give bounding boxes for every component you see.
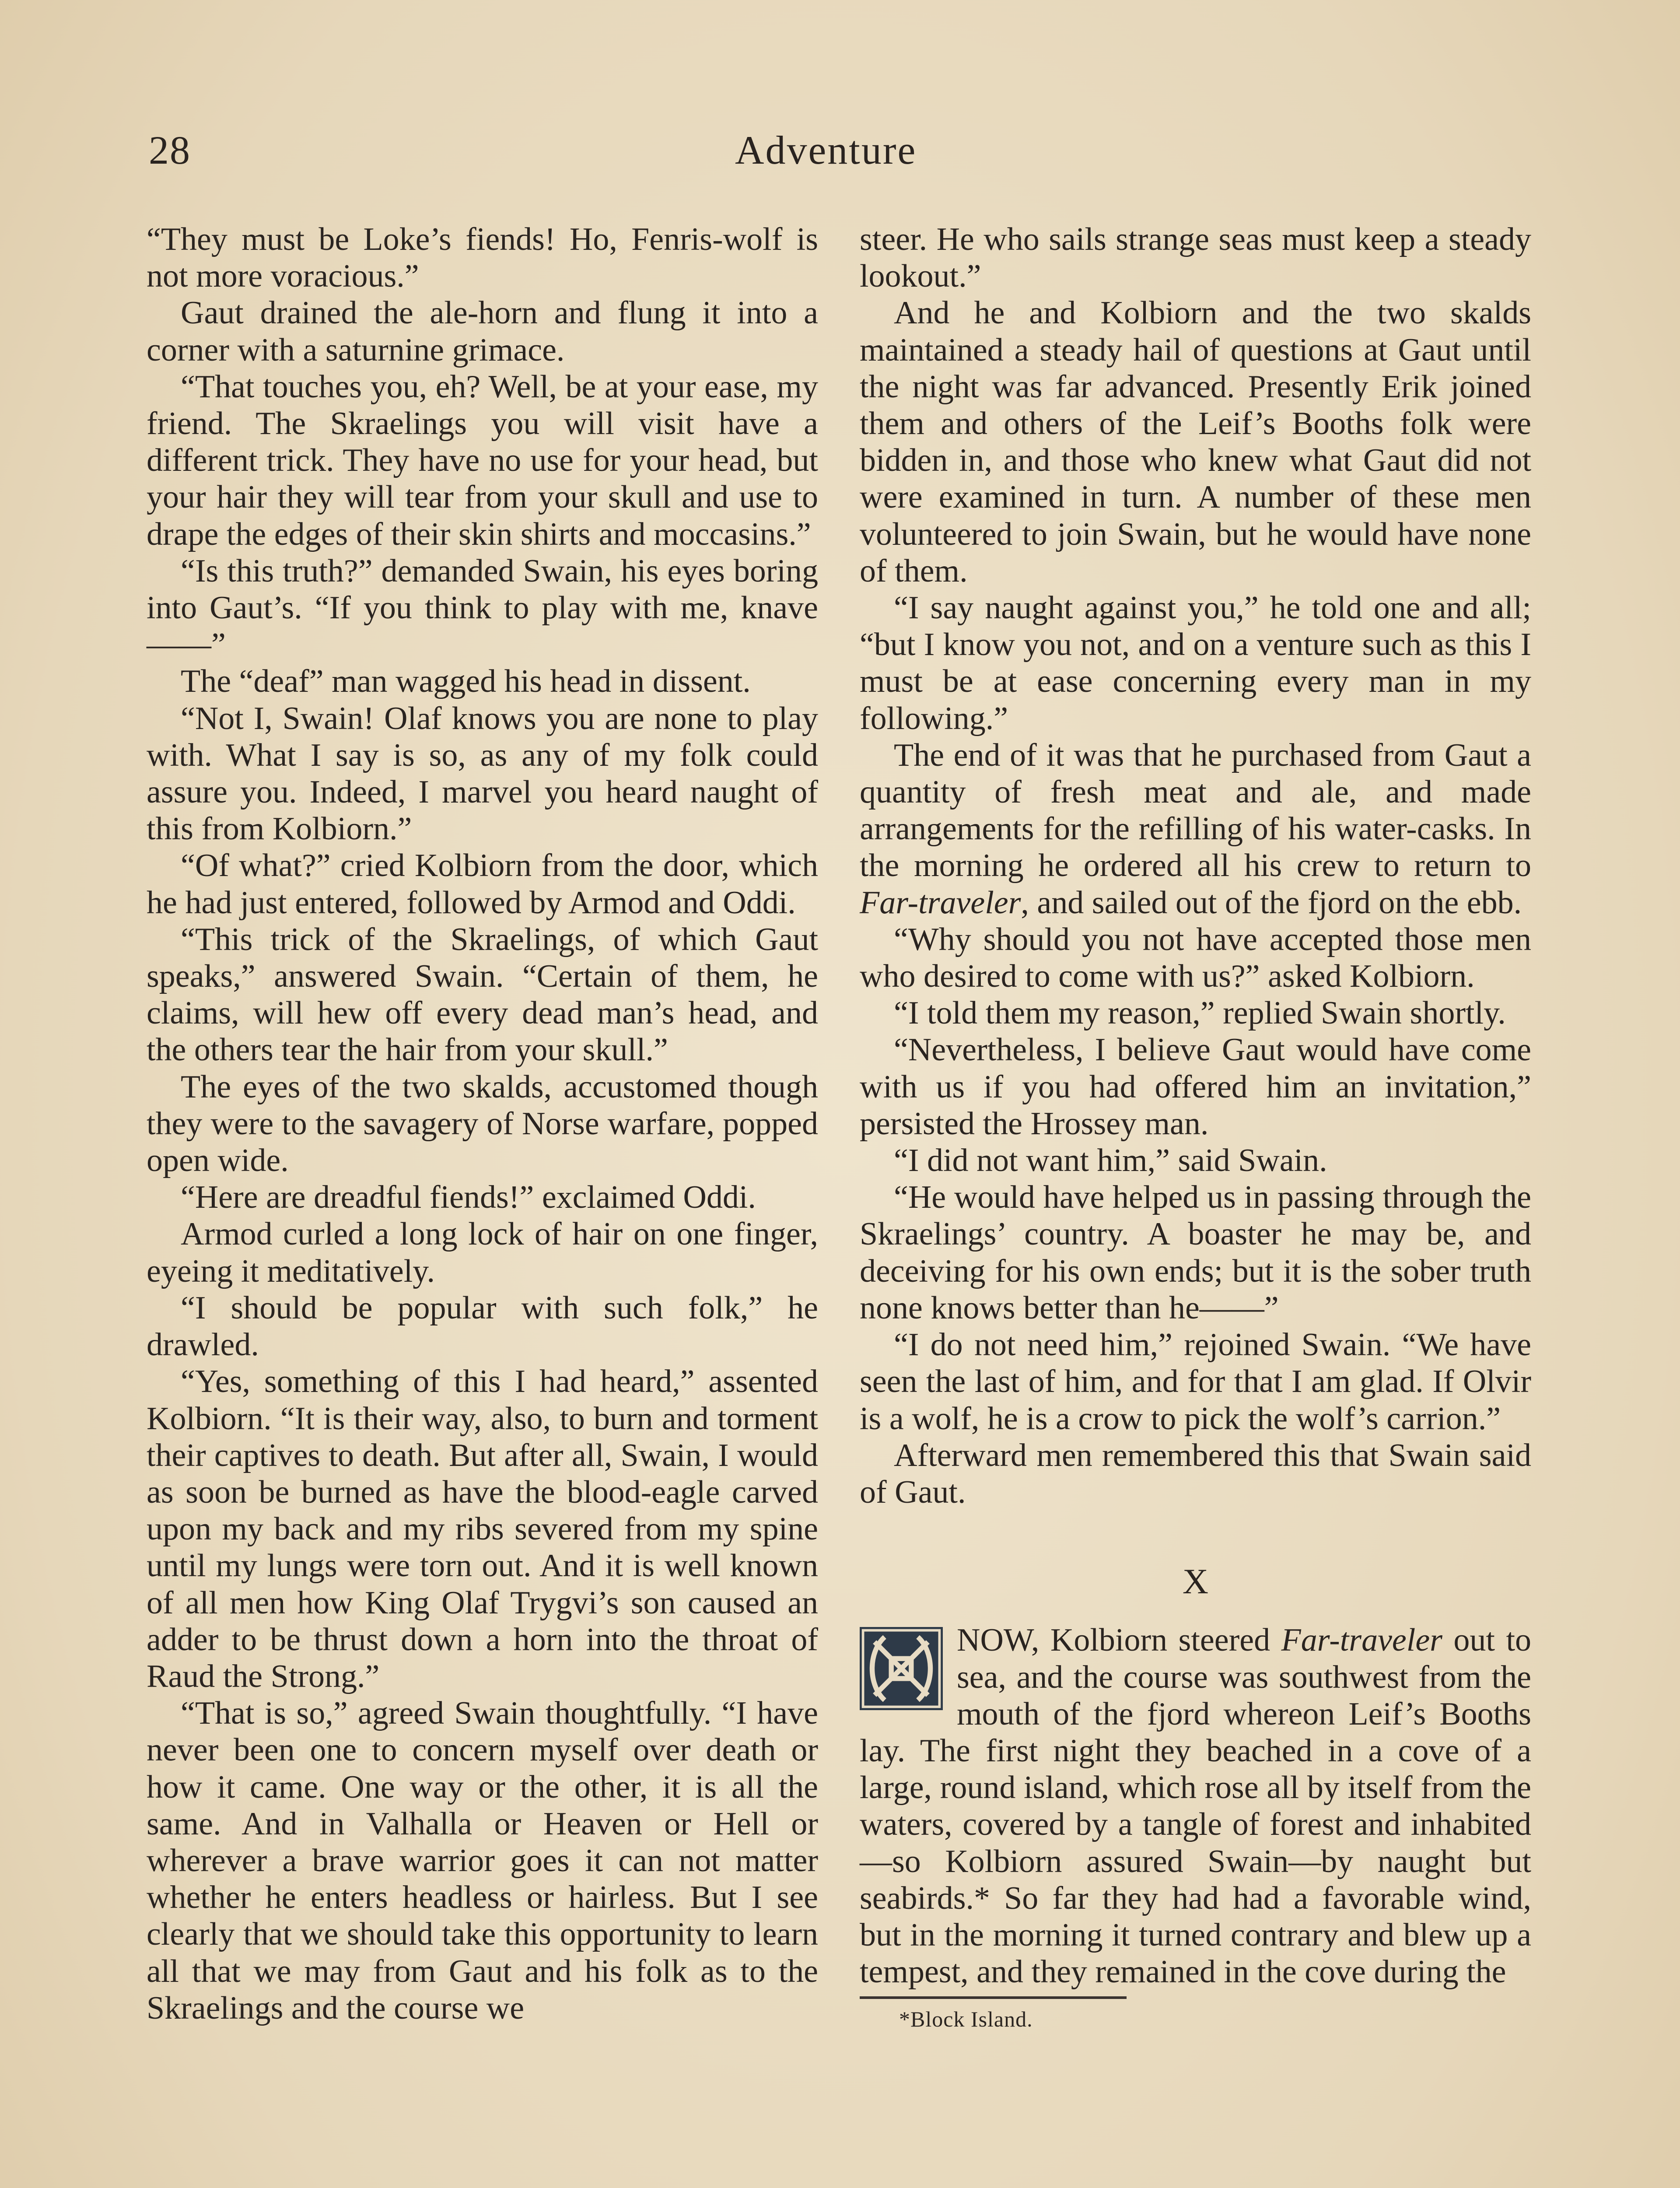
paragraph-continuation: steer. He who sails strange seas must keep a steady lookout.”: [860, 221, 1531, 295]
paragraph: “Not I, Swain! Olaf knows you are none to play with. What I say is so, as any of my folk could assure you. Indeed, I marvel you heard naught of this from Kolbiorn.”: [147, 700, 818, 847]
paragraph: “I should be popular with such folk,” he drawled.: [147, 1290, 818, 1363]
paragraph: [860, 737, 1531, 921]
paragraph: The “deaf” man wagged his head in dissent.: [181, 663, 751, 700]
paragraph: “They must be Loke’s fiends! Ho, Fenris-wolf is not more voracious.”: [147, 221, 818, 295]
ornamental-initial-icon: [860, 1627, 943, 1710]
footnote: *Block Island.: [899, 2007, 1033, 2032]
paragraph: Gaut drained the ale-horn and flung it into a corner with a saturnine grimace.: [147, 295, 818, 368]
paragraph: “I say naught against you,” he told one and all; “but I know you not, and on a venture such as this I must be at ease concerning every man in my following.”: [860, 590, 1531, 736]
section-opening-text: [860, 1622, 1531, 1990]
paragraph: Armod curled a long lock of hair on one finger, eyeing it meditatively.: [147, 1216, 818, 1289]
ship-name: Far-traveler: [860, 884, 1021, 921]
paragraph: “I do not need him,” rejoined Swain. “We have seen the last of him, and for that I am glad. If Olvir is a wolf, he is a crow to pick the wolf’s carrion.”: [860, 1327, 1531, 1437]
paragraph: “He would have helped us in passing through the Skraelings’ country. A boaster he may be, and deceiving for his own ends; but it is the sober truth none knows better than he——”: [860, 1179, 1531, 1326]
paragraph: “Why should you not have accepted those men who desired to come with us?” asked Kolbiorn.: [860, 921, 1531, 995]
paragraph: “This trick of the Skraelings, of which Gaut speaks,” answered Swain. “Certain of them, he claims, will hew off every dead man’s head, and the others tear the hair from your skull.”: [147, 921, 818, 1068]
paragraph: “Here are dreadful fiends!” exclaimed Oddi.: [181, 1179, 756, 1216]
text-run: out to sea, and the course was southwest from the mouth of the fjord whereon Leif’s Booths lay. The first night they beached in a cove of a large, round island, which rose all by itself from the waters, covered by a tangle of forest and inhabited—so Kolbiorn assured Swain—by naught but seabirds.* So far they had had a favorable wind, but in the morning it turned contrary and blew up a tempest, and they remained in the cove during the: [860, 1622, 1532, 1990]
text-run: The end of it was that he purchased from Gaut a quantity of fresh meat and ale, and made arrangements for the refilling of his water-casks. In the morning he ordered all his crew to return to: [860, 737, 1531, 884]
paragraph: “I told them my reason,” replied Swain shortly.: [894, 995, 1506, 1031]
paragraph: “That is so,” agreed Swain thoughtfully. “I have never been one to concern myself over death or how it came. One way or the other, it is all the same. And in Valhalla or Heaven or Hell or wherever a brave warrior goes it can not matter whether he enters headless or hairless. But I see clearly that we should take this opportunity to learn all that we may from Gaut and his folk as to the Skraelings and the course we: [147, 1695, 818, 2026]
paragraph: “Is this truth?” demanded Swain, his eyes boring into Gaut’s. “If you think to play with me, knave——”: [147, 553, 818, 663]
page-number: 28: [149, 128, 191, 172]
paragraph: “I did not want him,” said Swain.: [894, 1143, 1327, 1179]
paragraph: “Nevertheless, I believe Gaut would have come with us if you had offered him an invitation,” persisted the Hrossey man.: [860, 1032, 1531, 1142]
section-number: X: [1182, 1561, 1209, 1602]
paragraph: “Of what?” cried Kolbiorn from the door, which he had just entered, followed by Armod and Oddi.: [147, 848, 818, 921]
section-opening: [860, 1622, 1531, 1990]
footnote-rule: [860, 1996, 1127, 1999]
text-run: , and sailed out of the fjord on the ebb.: [1021, 884, 1522, 921]
paragraph: Afterward men remembered this that Swain said of Gaut.: [860, 1437, 1531, 1510]
paragraph: “Yes, something of this I had heard,” assented Kolbiorn. “It is their way, also, to burn and torment their captives to death. But after all, Swain, I would as soon be burned as have the blood-eagle carved upon my back and my ribs severed from my spine until my lungs were torn out. And it is well known of all men how King Olaf Trygvi’s son caused an adder to be thrust down a horn into the throat of Raud the Strong.”: [147, 1364, 818, 1694]
paragraph: And he and Kolbiorn and the two skalds maintained a steady hail of questions at Gaut until the night was far advanced. Presently Erik joined them and others of the Leif’s Booths folk were bidden in, and those who knew what Gaut did not were examined in turn. A number of these men volunteered to join Swain, but he would have none of them.: [860, 295, 1531, 589]
paragraph: “That touches you, eh? Well, be at your ease, my friend. The Skraelings you will visit have a different trick. They have no use for your head, but your hair they will tear from your skull and use to drape the edges of their skin shirts and moccasins.”: [147, 368, 818, 552]
text-run: NOW, Kolbiorn steered: [957, 1622, 1281, 1659]
magazine-title: Adventure: [735, 128, 917, 172]
left-column: [147, 221, 818, 2027]
right-column: [860, 221, 1531, 2032]
paragraph: The eyes of the two skalds, accustomed though they were to the savagery of Norse warfare, popped open wide.: [147, 1069, 818, 1179]
ship-name: Far-traveler: [1281, 1622, 1442, 1659]
